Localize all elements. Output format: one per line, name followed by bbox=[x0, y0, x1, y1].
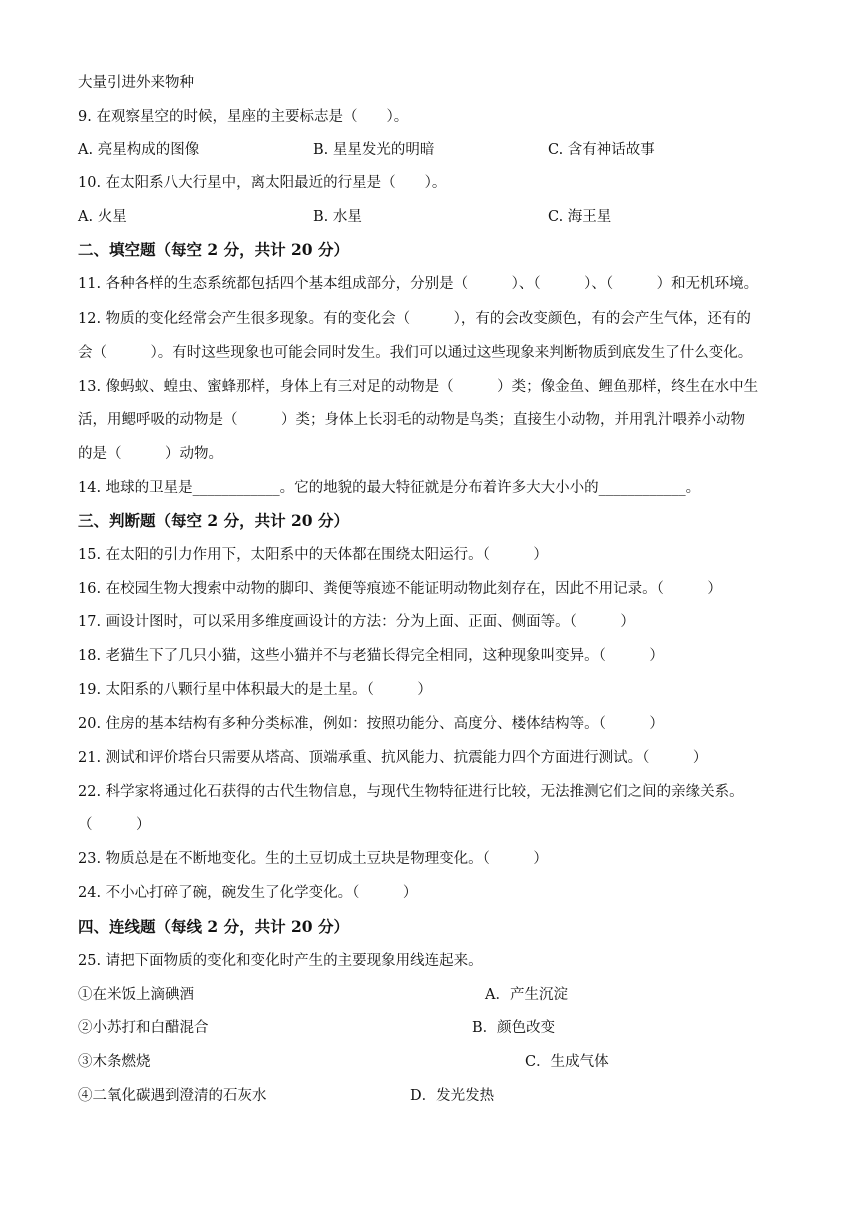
q9-option-c: C. 含有神话故事 bbox=[548, 142, 655, 158]
q9-option-b: B. 星星发光的明暗 bbox=[313, 142, 435, 158]
section-heading-matching: 四、连线题（每线 2 分，共计 20 分） bbox=[78, 917, 349, 936]
q10-option-c: C. 海王星 bbox=[548, 209, 612, 225]
question-18: 18. 老猫生下了几只小猫，这些小猫并不与老猫长得完全相同，这种现象叫变异。（ ） bbox=[78, 648, 664, 664]
section-heading-fill-in: 二、填空题（每空 2 分，共计 20 分） bbox=[78, 240, 349, 259]
question-12-line-2: 会（ ）。有时这些现象也可能会同时发生。我们可以通过这些现象来判断物质到底发生了什么变化。 bbox=[78, 345, 753, 361]
question-13-line-2: 活，用鳃呼吸的动物是（ ）类；身体上长羽毛的动物是鸟类；直接生小动物，并用乳汁喂养小动物 bbox=[78, 412, 745, 428]
question-12-line-1: 12. 物质的变化经常会产生很多现象。有的变化会（ ），有的会改变颜色，有的会产生气体，还有的 bbox=[78, 311, 751, 327]
question-22-line-2: （ ） bbox=[78, 817, 151, 833]
question-19: 19. 太阳系的八颗行星中体积最大的是土星。（ ） bbox=[78, 682, 432, 698]
matching-left-item-3: ③木条燃烧 bbox=[78, 1054, 151, 1070]
question-13-line-1: 13. 像蚂蚁、蝗虫、蜜蜂那样，身体上有三对足的动物是（ ）类；像金鱼、鲤鱼那样，终生在水中生 bbox=[78, 379, 759, 395]
matching-left-item-1: ①在米饭上滴碘酒 bbox=[78, 987, 194, 1003]
matching-right-item-b: B．颜色改变 bbox=[472, 1020, 556, 1036]
question-14: 14. 地球的卫星是____________。它的地貌的最大特征就是分布着许多大大小小的____________。 bbox=[78, 480, 701, 496]
question-21: 21. 测试和评价塔台只需要从塔高、顶端承重、抗风能力、抗震能力四个方面进行测试。（ ） bbox=[78, 750, 708, 766]
q10-option-a: A. 火星 bbox=[78, 209, 127, 225]
question-10: 10. 在太阳系八大行星中，离太阳最近的行星是（ ）。 bbox=[78, 175, 447, 191]
question-17: 17. 画设计图时，可以采用多维度画设计的方法：分为上面、正面、侧面等。（ ） bbox=[78, 614, 635, 630]
matching-right-item-a: A．产生沉淀 bbox=[485, 987, 568, 1003]
q9-option-a: A. 亮星构成的图像 bbox=[78, 142, 200, 158]
section-heading-true-false: 三、判断题（每空 2 分，共计 20 分） bbox=[78, 511, 349, 530]
question-15: 15. 在太阳的引力作用下，太阳系中的天体都在围绕太阳运行。（ ） bbox=[78, 547, 548, 563]
previous-option-continuation: 大量引进外来物种 bbox=[78, 75, 194, 91]
question-11: 11. 各种各样的生态系统都包括四个基本组成部分，分别是（ ）、（ ）、（ ）和无机环境。 bbox=[78, 276, 759, 292]
question-16: 16. 在校园生物大搜索中动物的脚印、粪便等痕迹不能证明动物此刻存在，因此不用记录。（ ） bbox=[78, 581, 722, 597]
question-9: 9. 在观察星空的时候，星座的主要标志是（ ）。 bbox=[78, 109, 409, 125]
matching-left-item-4: ④二氧化碳遇到澄清的石灰水 bbox=[78, 1088, 267, 1104]
matching-left-item-2: ②小苏打和白醋混合 bbox=[78, 1020, 209, 1036]
question-13-line-3: 的是（ ）动物。 bbox=[78, 446, 223, 462]
matching-right-item-d: D．发光发热 bbox=[410, 1088, 495, 1104]
question-20: 20. 住房的基本结构有多种分类标准，例如：按照功能分、高度分、楼体结构等。（ ） bbox=[78, 716, 664, 732]
question-25: 25. 请把下面物质的变化和变化时产生的主要现象用线连起来。 bbox=[78, 953, 483, 969]
matching-right-item-c: C．生成气体 bbox=[525, 1054, 609, 1070]
question-24: 24. 不小心打碎了碗，碗发生了化学变化。（ ） bbox=[78, 885, 418, 901]
question-23: 23. 物质总是在不断地变化。生的土豆切成土豆块是物理变化。（ ） bbox=[78, 851, 548, 867]
question-22-line-1: 22. 科学家将通过化石获得的古代生物信息，与现代生物特征进行比较，无法推测它们之间的亲缘关系。 bbox=[78, 784, 744, 800]
q10-option-b: B. 水星 bbox=[313, 209, 362, 225]
